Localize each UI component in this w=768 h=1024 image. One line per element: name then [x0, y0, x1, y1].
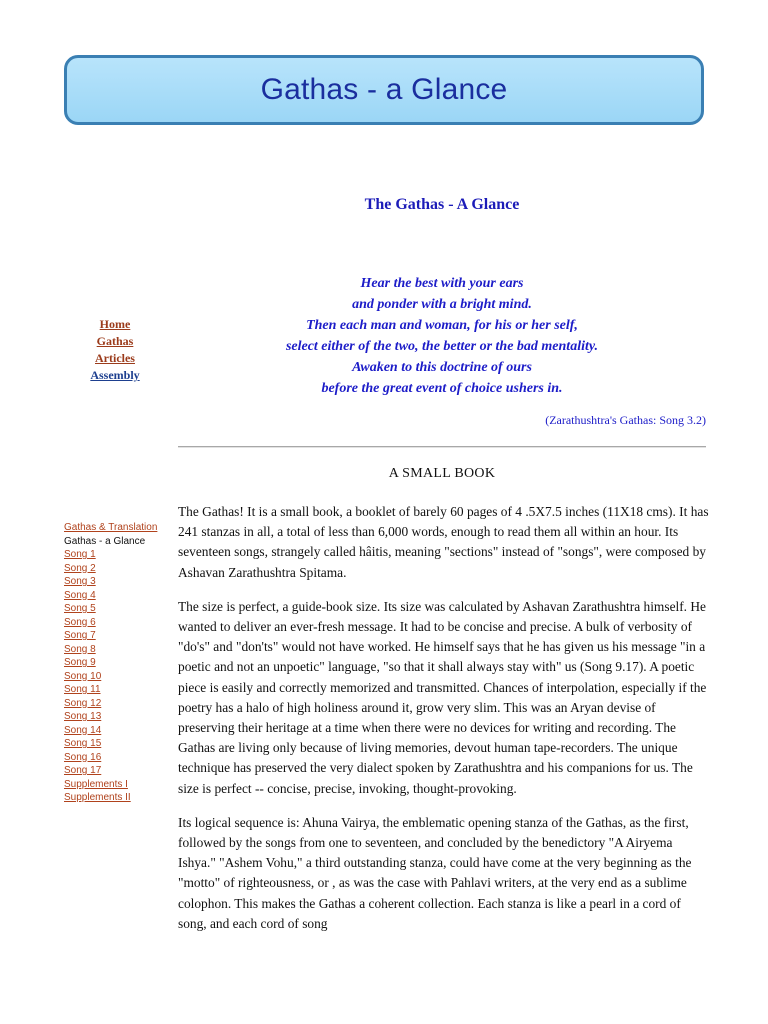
banner-title: Gathas - a Glance: [260, 73, 508, 106]
article-paragraph: The size is perfect, a guide-book size. Its size was calculated by Ashavan Zarathushtra himself. He wanted to deliver an ever-fresh message. It had to be concise and precise. A bulk of verbosity of "do's" and "don'ts" would not have worked. He himself says that he has given us his message "in a poetic and not an unpoetic" language, "so that it shall always stay with" us (Song 9.17). A poetic piece is easily and correctly memorized and transmitted. Chances of interpolation, especially if the poetry has a halo of high holiness around it, grow very slim. This was an Aryan devise of preserving their heritage at a time when there were no devices for writing and recording. The Gathas are living only because of living memories, devout human tape-recorders. The unique technique has preserved the very dialect spoken by Zarathushtra and his companions for us. The size is perfect -- concise, precise, invoking, thought-provoking.: [178, 598, 707, 796]
song-nav-song-16[interactable]: Song 16: [64, 751, 102, 763]
song-nav-song-13[interactable]: Song 13: [64, 711, 102, 722]
nav-link-home[interactable]: Home: [99, 317, 131, 331]
poem-citation: (Zarathushtra's Gathas: Song 3.2): [545, 413, 706, 427]
song-nav-song-9[interactable]: Song 9: [64, 657, 96, 668]
section-divider: [178, 446, 706, 448]
site-banner: [64, 55, 704, 125]
page-heading: The Gathas - A Glance: [364, 196, 520, 213]
song-nav-song-7[interactable]: Song 7: [64, 630, 96, 641]
song-nav-song-17[interactable]: Song 17: [64, 765, 102, 776]
song-nav-song-15[interactable]: Song 15: [64, 738, 102, 749]
nav-link-gathas[interactable]: Gathas: [96, 334, 134, 348]
poem-line: and ponder with a bright mind.: [352, 297, 532, 312]
song-nav: [64, 521, 174, 805]
song-nav-song-2[interactable]: Song 2: [64, 562, 96, 574]
song-nav-song-12[interactable]: Song 12: [64, 697, 102, 709]
song-nav-song-14[interactable]: Song 14: [64, 724, 102, 736]
nav-link-articles[interactable]: Articles: [95, 351, 135, 365]
article-body: [178, 502, 710, 948]
song-nav-song-1[interactable]: Song 1: [64, 549, 96, 560]
song-nav-current-page: Gathas - a Glance: [64, 535, 146, 547]
primary-nav: [60, 316, 170, 384]
poem-line: before the great event of choice ushers in.: [321, 381, 563, 396]
song-nav-supplements-1[interactable]: Supplements I: [64, 778, 128, 790]
nav-link-assembly[interactable]: Assembly: [90, 368, 140, 382]
song-nav-song-11[interactable]: Song 11: [64, 684, 101, 695]
epigraph-poem: [178, 273, 706, 399]
poem-line: Awaken to this doctrine of ours: [352, 360, 532, 375]
article-paragraph: The Gathas! It is a small book, a booklet of barely 60 pages of 4 .5X7.5 inches (11X18 cms). It has 241 stanzas in all, a total of less than 6,000 words, enough to read them all within an hour. Its seventeen songs, strangely called hâitis, meaning "sections" instead of "songs", were composed by Ashavan Zarathushtra Spitama.: [178, 504, 709, 580]
poem-line: Then each man and woman, for his or her self,: [306, 318, 578, 333]
section-heading: A SMALL BOOK: [388, 466, 496, 481]
song-nav-song-4[interactable]: Song 4: [64, 589, 96, 601]
song-nav-gathas-translation[interactable]: Gathas & Translation: [64, 522, 158, 533]
song-nav-song-5[interactable]: Song 5: [64, 603, 96, 614]
song-nav-song-10[interactable]: Song 10: [64, 670, 102, 682]
article-paragraph: Its logical sequence is: Ahuna Vairya, the emblematic opening stanza of the Gathas, as the first, followed by the songs from one to seventeen, and concluded by the benedictory "A Airyema Ishya." "Ashem Vohu," a third outstanding stanza, could have come at the very beginning as the "motto" of righteousness, or , as was the case with Pahlavi writers, at the very end as a sublime colophon. This makes the Gathas a coherent collection. Each stanza is like a pearl in a cord of song, and each cord of song: [178, 814, 692, 931]
poem-line: select either of the two, the better or the bad mentality.: [285, 339, 599, 354]
song-nav-song-3[interactable]: Song 3: [64, 576, 96, 587]
song-nav-song-8[interactable]: Song 8: [64, 643, 96, 655]
song-nav-song-6[interactable]: Song 6: [64, 616, 96, 628]
poem-line: Hear the best with your ears: [360, 276, 524, 291]
song-nav-supplements-2[interactable]: Supplements II: [64, 792, 131, 803]
